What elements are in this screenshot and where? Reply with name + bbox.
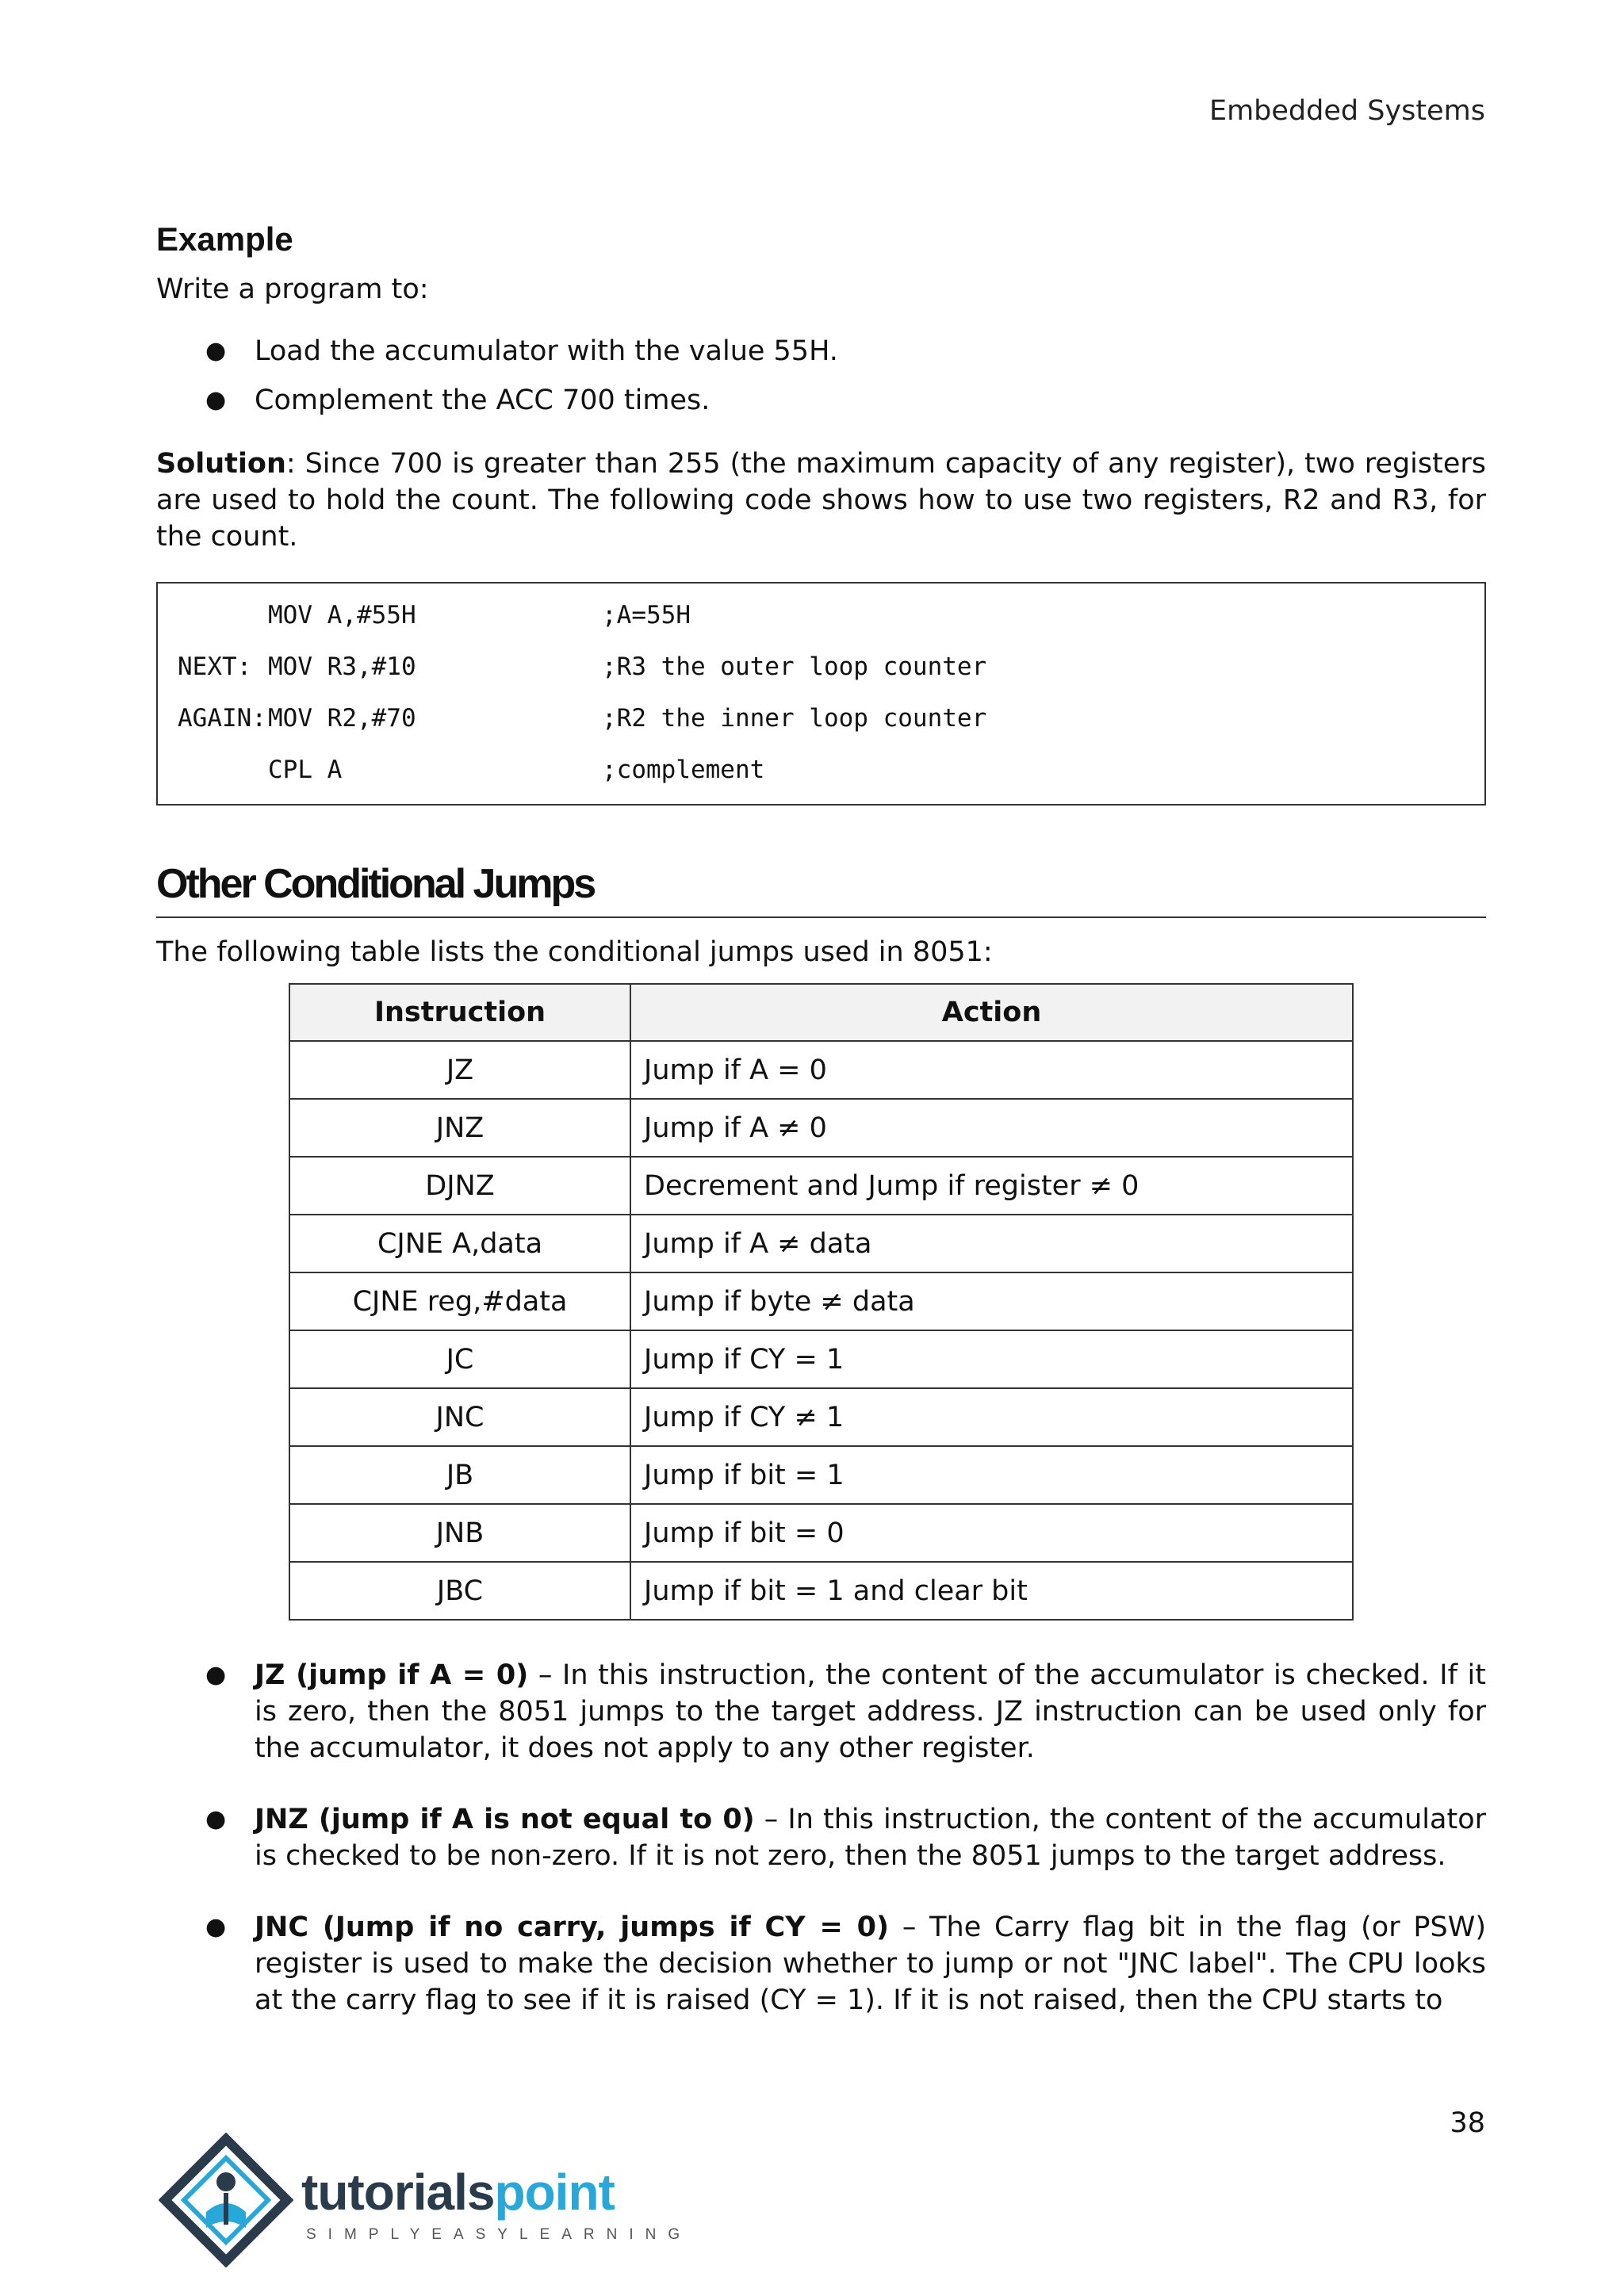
- bullet-icon: ●: [205, 1805, 227, 1833]
- task-list: [156, 327, 1486, 425]
- column-header-action: Action: [630, 984, 1353, 1041]
- table-row: JC Jump if CY = 1: [289, 1330, 1353, 1388]
- code-line: CPL A ;complement: [268, 756, 765, 784]
- list-item: ● Complement the ACC 700 times.: [156, 376, 1486, 425]
- example-heading: Example: [156, 220, 293, 258]
- term: JNC (Jump if no carry, jumps if CY = 0): [255, 1911, 890, 1943]
- table-intro: The following table lists the conditional jumps used in 8051:: [156, 936, 993, 968]
- description-list: [156, 1657, 1486, 2019]
- logo-emblem-icon: [159, 2133, 293, 2267]
- code-line: MOV A,#55H ;A=55H: [268, 601, 691, 629]
- table-row: JBC Jump if bit = 1 and clear bit: [289, 1562, 1353, 1620]
- term: JZ (jump if A = 0): [255, 1659, 529, 1691]
- page-number: 38: [1450, 2107, 1485, 2139]
- logo-wordmark: tutorialspoint: [301, 2164, 615, 2221]
- section-heading: Other Conditional Jumps: [156, 853, 1486, 918]
- table-row: JNC Jump if CY ≠ 1: [289, 1388, 1353, 1446]
- list-item: ● JNZ (jump if A is not equal to 0) – In this instruction, the content of the accumulator is checked to be non-zero. If it is not zero, then the 8051 jumps to the target address.: [156, 1801, 1486, 1874]
- table-header-row: [289, 984, 1353, 1041]
- bullet-icon: ●: [205, 337, 227, 365]
- code-block: [156, 582, 1486, 806]
- solution-label: Solution: [156, 448, 286, 480]
- column-header-instruction: Instruction: [289, 984, 630, 1041]
- example-intro: Write a program to:: [156, 274, 429, 305]
- table-row: JNB Jump if bit = 0: [289, 1504, 1353, 1562]
- code-line: AGAIN: MOV R2,#70 ;R2 the inner loop counter: [178, 704, 987, 733]
- solution-text: : Since 700 is greater than 255 (the maximum capacity of any register), two registers are used to hold the count. The following code shows how to use two registers, R2 and R3, for the count.: [156, 448, 1486, 553]
- list-item: ● Load the accumulator with the value 55H.: [156, 327, 1486, 376]
- list-item: ● JZ (jump if A = 0) – In this instruction, the content of the accumulator is checked. If it is zero, then the 8051 jumps to the target address. JZ instruction can be used only for the accumulator, it does not apply to any other register.: [156, 1657, 1486, 1766]
- tutorialspoint-logo: [159, 2133, 692, 2267]
- table-row: CJNE A,data Jump if A ≠ data: [289, 1215, 1353, 1272]
- term: JNZ (jump if A is not equal to 0): [255, 1804, 755, 1835]
- page-content: [156, 214, 1486, 2053]
- list-item: ● JNC (Jump if no carry, jumps if CY = 0) – The Carry flag bit in the flag (or PSW) register is used to make the decision whether to jump or not "JNC label". The CPU looks at the carry flag to see if it is raised (CY = 1). If it is not raised, then the CPU starts to: [156, 1909, 1486, 2019]
- running-header: Embedded Systems: [1208, 95, 1485, 127]
- table-row: JZ Jump if A = 0: [289, 1041, 1353, 1099]
- logo-tagline: SIMPLYEASYLEARNING: [306, 2226, 692, 2243]
- conditional-jumps-table: [289, 983, 1354, 1621]
- table-row: DJNZ Decrement and Jump if register ≠ 0: [289, 1157, 1353, 1215]
- table-row: JB Jump if bit = 1: [289, 1446, 1353, 1504]
- code-line: NEXT: MOV R3,#10 ;R3 the outer loop counter: [178, 652, 987, 681]
- bullet-icon: ●: [205, 1913, 227, 1941]
- table-row: JNZ Jump if A ≠ 0: [289, 1099, 1353, 1157]
- solution-paragraph: [156, 446, 1486, 555]
- table-row: CJNE reg,#data Jump if byte ≠ data: [289, 1272, 1353, 1330]
- bullet-icon: ●: [205, 386, 227, 414]
- bullet-icon: ●: [205, 1661, 227, 1689]
